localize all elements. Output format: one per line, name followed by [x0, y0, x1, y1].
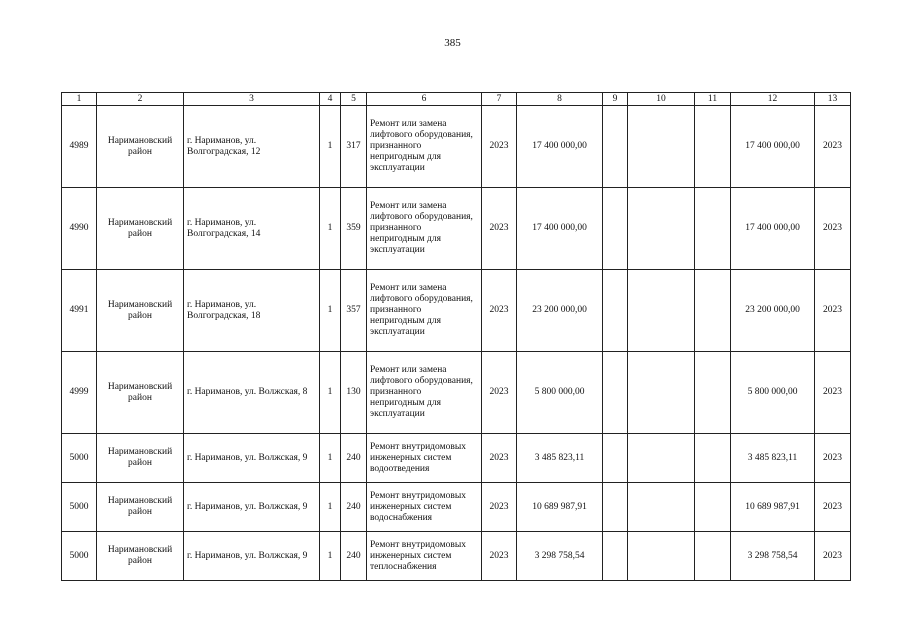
address-cell: г. Нариманов, ул. Волжская, 8: [184, 352, 320, 434]
column-header-12: 12: [731, 93, 815, 106]
district-cell: Наримановский район: [97, 483, 184, 532]
col-11-value-cell: [695, 434, 731, 483]
column-header-4: 4: [320, 93, 341, 106]
cost-fund-cell: 3 485 823,11: [731, 434, 815, 483]
col-9-value-cell: [603, 188, 628, 270]
cost-total-cell: 3 485 823,11: [517, 434, 603, 483]
col-5-value-cell: 359: [341, 188, 367, 270]
cost-fund-cell: 10 689 987,91: [731, 483, 815, 532]
col-11-value-cell: [695, 352, 731, 434]
table-body: [62, 106, 851, 581]
year-end-cell: 2023: [815, 188, 851, 270]
address-cell: г. Нариманов, ул. Волгоградская, 14: [184, 188, 320, 270]
column-header-8: 8: [517, 93, 603, 106]
year-end-cell: 2023: [815, 106, 851, 188]
row-number-cell: 4991: [62, 270, 97, 352]
year-start-cell: 2023: [482, 270, 517, 352]
district-cell: Наримановский район: [97, 532, 184, 581]
col-4-value-cell: 1: [320, 270, 341, 352]
year-end-cell: 2023: [815, 483, 851, 532]
column-header-11: 11: [695, 93, 731, 106]
cost-total-cell: 10 689 987,91: [517, 483, 603, 532]
work-type-cell: Ремонт внутридомовых инженерных систем водоотведения: [367, 434, 482, 483]
table-row: [62, 532, 851, 581]
col-5-value-cell: 130: [341, 352, 367, 434]
col-10-value-cell: [628, 352, 695, 434]
col-9-value-cell: [603, 106, 628, 188]
address-cell: г. Нариманов, ул. Волгоградская, 18: [184, 270, 320, 352]
col-4-value-cell: 1: [320, 483, 341, 532]
col-11-value-cell: [695, 532, 731, 581]
column-header-10: 10: [628, 93, 695, 106]
work-type-cell: Ремонт внутридомовых инженерных систем водоснабжения: [367, 483, 482, 532]
col-4-value-cell: 1: [320, 106, 341, 188]
col-10-value-cell: [628, 483, 695, 532]
district-cell: Наримановский район: [97, 352, 184, 434]
district-cell: Наримановский район: [97, 188, 184, 270]
col-9-value-cell: [603, 483, 628, 532]
col-9-value-cell: [603, 532, 628, 581]
row-number-cell: 5000: [62, 483, 97, 532]
column-header-7: 7: [482, 93, 517, 106]
cost-total-cell: 5 800 000,00: [517, 352, 603, 434]
col-4-value-cell: 1: [320, 532, 341, 581]
col-4-value-cell: 1: [320, 434, 341, 483]
col-10-value-cell: [628, 270, 695, 352]
cost-fund-cell: 5 800 000,00: [731, 352, 815, 434]
page-number: 385: [444, 37, 461, 49]
col-4-value-cell: 1: [320, 352, 341, 434]
district-cell: Наримановский район: [97, 434, 184, 483]
register-table: [61, 92, 851, 581]
cost-total-cell: 3 298 758,54: [517, 532, 603, 581]
row-number-cell: 5000: [62, 434, 97, 483]
column-header-3: 3: [184, 93, 320, 106]
cost-fund-cell: 17 400 000,00: [731, 188, 815, 270]
col-11-value-cell: [695, 188, 731, 270]
year-start-cell: 2023: [482, 106, 517, 188]
column-header-9: 9: [603, 93, 628, 106]
district-cell: Наримановский район: [97, 270, 184, 352]
table-row: [62, 434, 851, 483]
col-10-value-cell: [628, 532, 695, 581]
year-start-cell: 2023: [482, 188, 517, 270]
work-type-cell: Ремонт или замена лифтового оборудования, признанного непригодным для эксплуатации: [367, 352, 482, 434]
address-cell: г. Нариманов, ул. Волгоградская, 12: [184, 106, 320, 188]
cost-total-cell: 17 400 000,00: [517, 188, 603, 270]
table-row: [62, 270, 851, 352]
header-row: [62, 93, 851, 106]
col-5-value-cell: 317: [341, 106, 367, 188]
table-row: [62, 483, 851, 532]
col-10-value-cell: [628, 188, 695, 270]
col-5-value-cell: 240: [341, 434, 367, 483]
col-10-value-cell: [628, 434, 695, 483]
col-11-value-cell: [695, 483, 731, 532]
col-10-value-cell: [628, 106, 695, 188]
table-row: [62, 352, 851, 434]
year-start-cell: 2023: [482, 434, 517, 483]
cost-total-cell: 23 200 000,00: [517, 270, 603, 352]
address-cell: г. Нариманов, ул. Волжская, 9: [184, 434, 320, 483]
row-number-cell: 4989: [62, 106, 97, 188]
column-header-13: 13: [815, 93, 851, 106]
col-4-value-cell: 1: [320, 188, 341, 270]
cost-total-cell: 17 400 000,00: [517, 106, 603, 188]
column-header-2: 2: [97, 93, 184, 106]
row-number-cell: 4999: [62, 352, 97, 434]
table-row: [62, 188, 851, 270]
col-5-value-cell: 240: [341, 532, 367, 581]
work-type-cell: Ремонт или замена лифтового оборудования, признанного непригодным для эксплуатации: [367, 270, 482, 352]
col-9-value-cell: [603, 352, 628, 434]
table-row: [62, 106, 851, 188]
col-11-value-cell: [695, 106, 731, 188]
column-header-5: 5: [341, 93, 367, 106]
year-end-cell: 2023: [815, 270, 851, 352]
col-5-value-cell: 240: [341, 483, 367, 532]
col-5-value-cell: 357: [341, 270, 367, 352]
cost-fund-cell: 3 298 758,54: [731, 532, 815, 581]
row-number-cell: 4990: [62, 188, 97, 270]
col-11-value-cell: [695, 270, 731, 352]
year-start-cell: 2023: [482, 483, 517, 532]
work-type-cell: Ремонт или замена лифтового оборудования, признанного непригодным для эксплуатации: [367, 106, 482, 188]
column-header-6: 6: [367, 93, 482, 106]
cost-fund-cell: 17 400 000,00: [731, 106, 815, 188]
year-start-cell: 2023: [482, 352, 517, 434]
column-header-1: 1: [62, 93, 97, 106]
year-start-cell: 2023: [482, 532, 517, 581]
col-9-value-cell: [603, 434, 628, 483]
year-end-cell: 2023: [815, 352, 851, 434]
row-number-cell: 5000: [62, 532, 97, 581]
year-end-cell: 2023: [815, 532, 851, 581]
cost-fund-cell: 23 200 000,00: [731, 270, 815, 352]
work-type-cell: Ремонт или замена лифтового оборудования, признанного непригодным для эксплуатации: [367, 188, 482, 270]
col-9-value-cell: [603, 270, 628, 352]
district-cell: Наримановский район: [97, 106, 184, 188]
address-cell: г. Нариманов, ул. Волжская, 9: [184, 532, 320, 581]
work-type-cell: Ремонт внутридомовых инженерных систем теплоснабжения: [367, 532, 482, 581]
address-cell: г. Нариманов, ул. Волжская, 9: [184, 483, 320, 532]
year-end-cell: 2023: [815, 434, 851, 483]
